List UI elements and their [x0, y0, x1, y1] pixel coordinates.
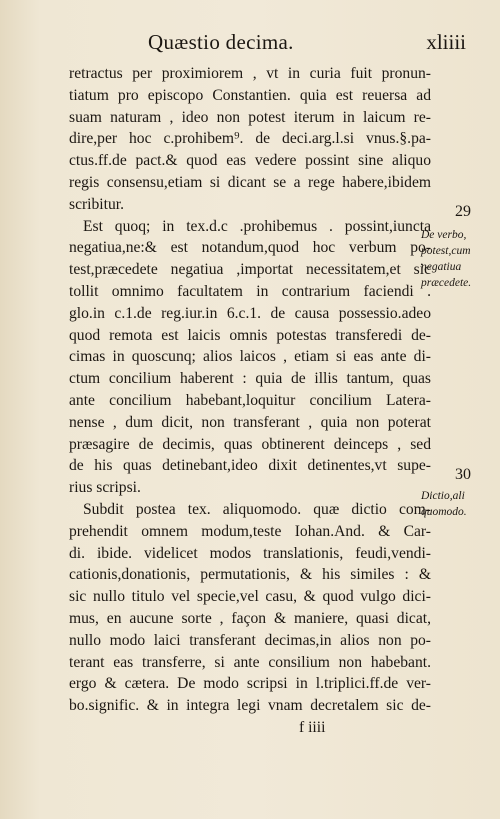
text-line: retractus per proximiorem , vt in curia fuit pronun- — [69, 65, 431, 82]
text-line: test,præcedete negatiua ,importat necessitatem,et sic — [69, 261, 431, 279]
text-line: nullo modo laici transferant decimas,in alios non po- — [69, 631, 431, 649]
text-line: præsagire de decimis, quas obtinerent deinceps , sed — [69, 435, 431, 453]
text-line: bo.signific. & in integra legi vnam decretalem sic de- — [69, 697, 431, 715]
margin-note-text: negatiua — [421, 261, 462, 273]
text-line: ergo & cætera. De modo scripsi in l.triplici.ff.de ver- — [69, 675, 431, 693]
margin-note-text: potest,cum — [421, 245, 471, 257]
text-line: rius scripsi. — [69, 479, 141, 497]
folio-number: xliiii — [426, 30, 466, 54]
text-line: nense , dum dicit, non transferant , quia non poterat — [69, 413, 431, 431]
text-line: dire,per hoc c.prohibem⁹. de deci.arg.l.si vnus.§.pa- — [69, 130, 431, 148]
margin-note-number: 30 — [455, 466, 471, 483]
text-line: ctum concilium haberent : quia de illis tantum, quas — [69, 370, 431, 388]
text-line: scribitur. — [69, 195, 125, 213]
text-line: cationis,donationis, permutationis, & his similes : & — [69, 566, 431, 584]
margin-note-text: Dictio,ali — [421, 490, 465, 502]
margin-note-number: 29 — [455, 203, 471, 220]
paragraph-start: Est quoq; in tex.d.c .prohibemus . possint,iuncta — [83, 217, 431, 235]
text-line: glo.in c.1.de reg.iur.in 6.c.1. de causa possessio.adeo — [69, 304, 431, 322]
text-line: regis consensu,etiam si dicant se a rege habere,ibidem — [69, 173, 431, 191]
text-line: suam naturam , ideo non potest iterum in laicum re- — [69, 108, 431, 126]
text-line: de his quas detinebant,ideo dixit detinentes,vt supe- — [69, 457, 431, 475]
text-line: negatiua,ne:& est notandum,quod hoc verbum po- — [69, 239, 431, 257]
text-line: quod remota est laicis omnis potestas transferedi de- — [69, 326, 431, 344]
text-line: tiatum pro episcopo Constantien. quia est reuersa ad — [69, 86, 431, 104]
text-line: terant eas transferre, si ante consilium non habebant. — [69, 653, 431, 671]
body-text — [69, 63, 431, 739]
text-line: prehendit omnem modum,teste Iohan.And. & Car- — [69, 522, 431, 540]
running-title: Quæstio decima. — [148, 30, 294, 54]
signature-mark: f iiii — [299, 718, 326, 736]
margin-note-text: De verbo, — [421, 229, 467, 241]
text-line: tollit omnimo facultatem in contrarium faciendi . — [69, 282, 431, 300]
page-header — [120, 30, 480, 54]
text-line: di. ibide. videlicet modos translationis, feudi,vendi- — [69, 544, 431, 562]
margin-note-text: quomodo. — [421, 506, 467, 518]
text-line: cimas in quoscunq; alios laicos , etiam si eas ante di- — [69, 348, 431, 366]
text-line: mus, en aucune sorte , façon & maniere, quasi dicat, — [69, 609, 431, 627]
margin-note-text: præcedete. — [421, 277, 472, 289]
paragraph-start: Subdit postea tex. aliquomodo. quæ dictio com- — [83, 500, 431, 518]
text-line: ante concilium habebant,loquitur concilium Latera- — [69, 391, 431, 409]
text-line: sic nullo titulo vel specie,vel casu, & quod vulgo dici- — [69, 588, 431, 606]
text-line: ctus.ff.de pact.& quod eas vedere possint sine aliquo — [69, 152, 431, 170]
